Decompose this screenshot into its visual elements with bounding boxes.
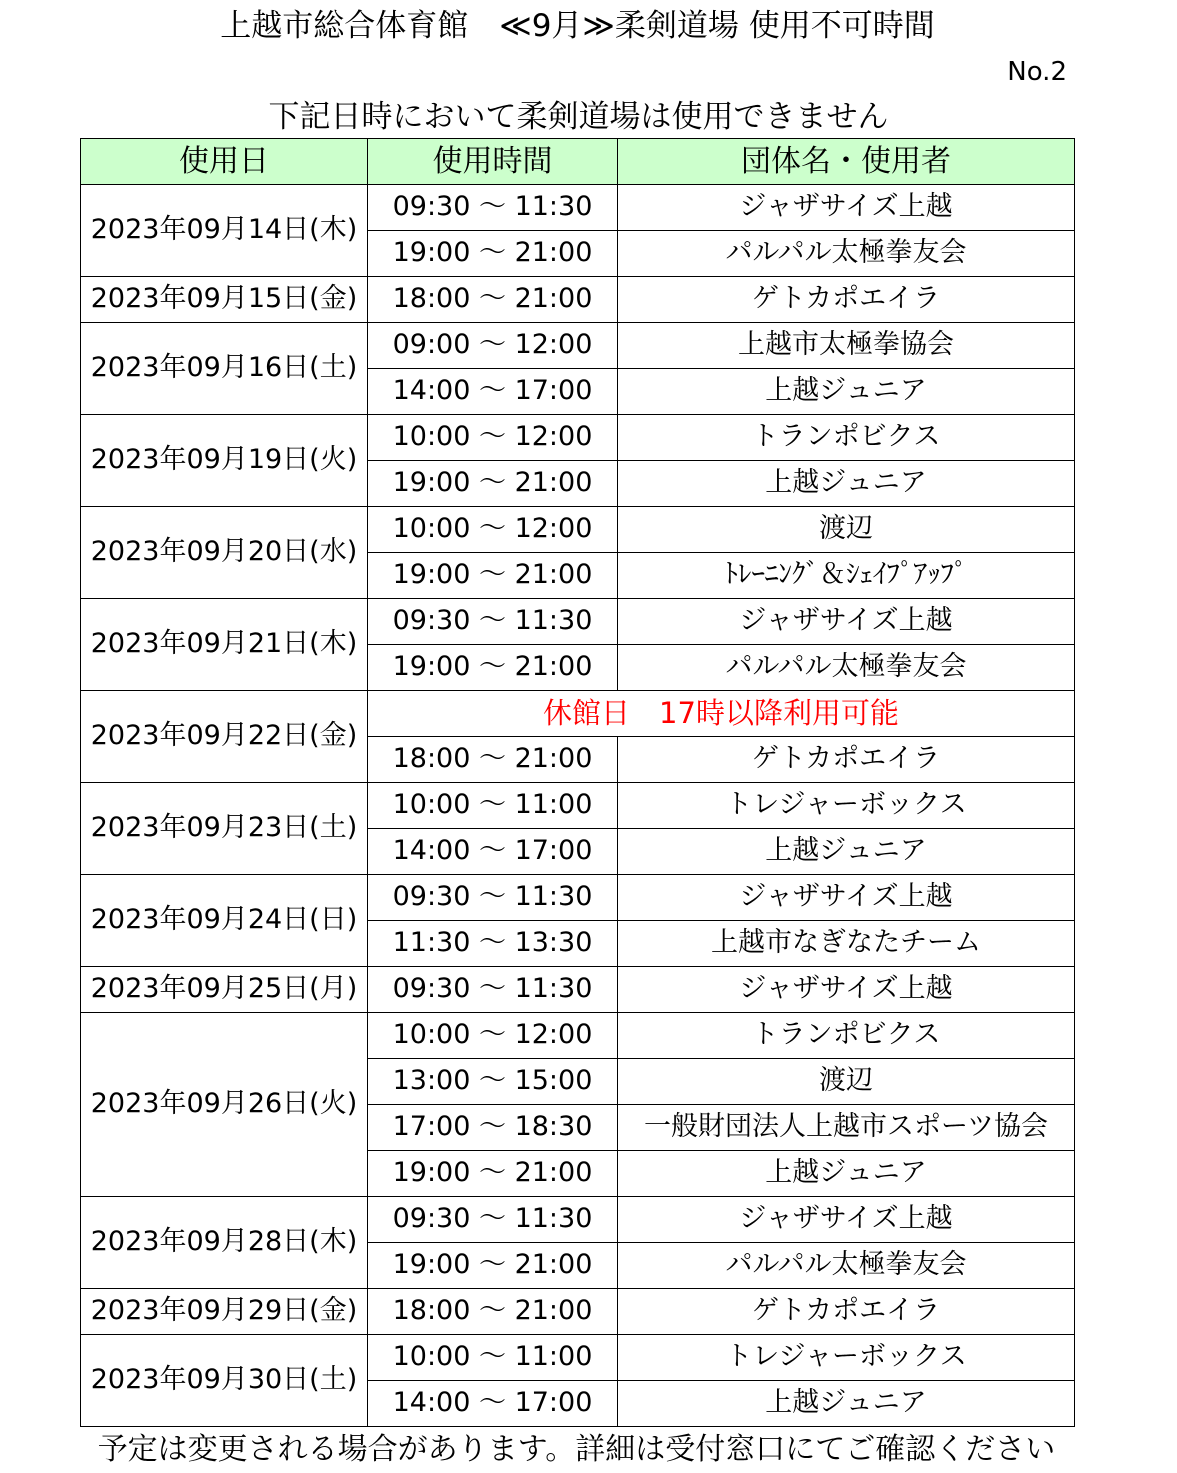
date-cell: 2023年09月16日(土) <box>81 323 368 415</box>
date-cell: 2023年09月20日(水) <box>81 507 368 599</box>
time-cell: 19:00 ～ 21:00 <box>368 1243 618 1289</box>
date-cell: 2023年09月23日(土) <box>81 783 368 875</box>
time-cell: 19:00 ～ 21:00 <box>368 461 618 507</box>
time-cell: 09:30 ～ 11:30 <box>368 967 618 1013</box>
time-cell: 09:30 ～ 11:30 <box>368 599 618 645</box>
time-cell: 18:00 ～ 21:00 <box>368 277 618 323</box>
date-cell: 2023年09月26日(火) <box>81 1013 368 1197</box>
group-cell: トレジャーボックス <box>618 783 1075 829</box>
time-cell: 13:00 ～ 15:00 <box>368 1059 618 1105</box>
table-row <box>81 507 1075 553</box>
time-cell: 14:00 ～ 17:00 <box>368 369 618 415</box>
table-row <box>81 185 1075 231</box>
usage-notice: 下記日時において柔剣道場は使用できません <box>268 99 889 135</box>
footer-note: 予定は変更される場合があります。詳細は受付窓口にてご確認ください <box>97 1432 1056 1467</box>
table-row <box>81 1013 1075 1059</box>
table-row <box>81 323 1075 369</box>
date-cell: 2023年09月21日(木) <box>81 599 368 691</box>
time-cell: 09:00 ～ 12:00 <box>368 323 618 369</box>
time-cell: 19:00 ～ 21:00 <box>368 553 618 599</box>
group-cell: ジャザサイズ上越 <box>618 967 1075 1013</box>
group-cell: ゲトカポエイラ <box>618 1289 1075 1335</box>
group-cell: パルパル太極拳友会 <box>618 645 1075 691</box>
table-row <box>81 415 1075 461</box>
date-cell: 2023年09月14日(木) <box>81 185 368 277</box>
group-cell: トレジャーボックス <box>618 1335 1075 1381</box>
group-cell: 上越ジュニア <box>618 369 1075 415</box>
table-row <box>81 277 1075 323</box>
time-cell: 09:30 ～ 11:30 <box>368 185 618 231</box>
time-cell: 19:00 ～ 21:00 <box>368 231 618 277</box>
date-cell: 2023年09月22日(金) <box>81 691 368 783</box>
date-cell: 2023年09月15日(金) <box>81 277 368 323</box>
time-cell: 18:00 ～ 21:00 <box>368 737 618 783</box>
group-cell: 上越ジュニア <box>618 461 1075 507</box>
table-row <box>81 875 1075 921</box>
group-cell: 上越ジュニア <box>618 1151 1075 1197</box>
schedule-table <box>80 138 1075 1427</box>
group-cell: 上越市なぎなたチーム <box>618 921 1075 967</box>
time-cell: 10:00 ～ 11:00 <box>368 783 618 829</box>
table-header-row <box>81 139 1075 185</box>
date-cell: 2023年09月30日(土) <box>81 1335 368 1427</box>
time-cell: 19:00 ～ 21:00 <box>368 1151 618 1197</box>
column-header-group: 団体名・使用者 <box>618 139 1075 185</box>
time-cell: 10:00 ～ 12:00 <box>368 1013 618 1059</box>
table-row <box>81 599 1075 645</box>
table-row <box>81 1289 1075 1335</box>
group-cell: ゲトカポエイラ <box>618 737 1075 783</box>
date-cell: 2023年09月19日(火) <box>81 415 368 507</box>
group-cell: ジャザサイズ上越 <box>618 599 1075 645</box>
group-cell: トランポビクス <box>618 1013 1075 1059</box>
table-row <box>81 691 1075 737</box>
time-cell: 09:30 ～ 11:30 <box>368 875 618 921</box>
time-cell: 10:00 ～ 12:00 <box>368 507 618 553</box>
column-header-time: 使用時間 <box>368 139 618 185</box>
time-cell: 10:00 ～ 12:00 <box>368 415 618 461</box>
time-cell: 17:00 ～ 18:30 <box>368 1105 618 1151</box>
group-cell: 渡辺 <box>618 1059 1075 1105</box>
page-title: 上越市総合体育館 ≪9月≫柔剣道場 使用不可時間 <box>220 8 935 44</box>
group-cell: 渡辺 <box>618 507 1075 553</box>
column-header-date: 使用日 <box>81 139 368 185</box>
group-cell: 上越ジュニア <box>618 829 1075 875</box>
date-cell: 2023年09月28日(木) <box>81 1197 368 1289</box>
table-row <box>81 1335 1075 1381</box>
page-number: No.2 <box>1007 57 1067 87</box>
date-cell: 2023年09月24日(日) <box>81 875 368 967</box>
table-row <box>81 783 1075 829</box>
date-cell: 2023年09月25日(月) <box>81 967 368 1013</box>
table-row <box>81 1197 1075 1243</box>
time-cell: 18:00 ～ 21:00 <box>368 1289 618 1335</box>
closure-notice: 休館日 17時以降利用可能 <box>368 691 1075 737</box>
time-cell: 14:00 ～ 17:00 <box>368 1381 618 1427</box>
time-cell: 14:00 ～ 17:00 <box>368 829 618 875</box>
group-cell: パルパル太極拳友会 <box>618 231 1075 277</box>
group-cell: 一般財団法人上越市スポーツ協会 <box>618 1105 1075 1151</box>
group-cell: ゲトカポエイラ <box>618 277 1075 323</box>
group-cell: ﾄﾚｰﾆﾝｸﾞ＆ｼｪｲﾌﾟｱｯﾌﾟ <box>618 553 1075 599</box>
date-cell: 2023年09月29日(金) <box>81 1289 368 1335</box>
group-cell: ジャザサイズ上越 <box>618 185 1075 231</box>
group-cell: パルパル太極拳友会 <box>618 1243 1075 1289</box>
group-cell: 上越市太極拳協会 <box>618 323 1075 369</box>
time-cell: 10:00 ～ 11:00 <box>368 1335 618 1381</box>
group-cell: トランポビクス <box>618 415 1075 461</box>
table-row <box>81 967 1075 1013</box>
group-cell: 上越ジュニア <box>618 1381 1075 1427</box>
time-cell: 19:00 ～ 21:00 <box>368 645 618 691</box>
time-cell: 11:30 ～ 13:30 <box>368 921 618 967</box>
group-cell: ジャザサイズ上越 <box>618 1197 1075 1243</box>
group-cell: ジャザサイズ上越 <box>618 875 1075 921</box>
time-cell: 09:30 ～ 11:30 <box>368 1197 618 1243</box>
